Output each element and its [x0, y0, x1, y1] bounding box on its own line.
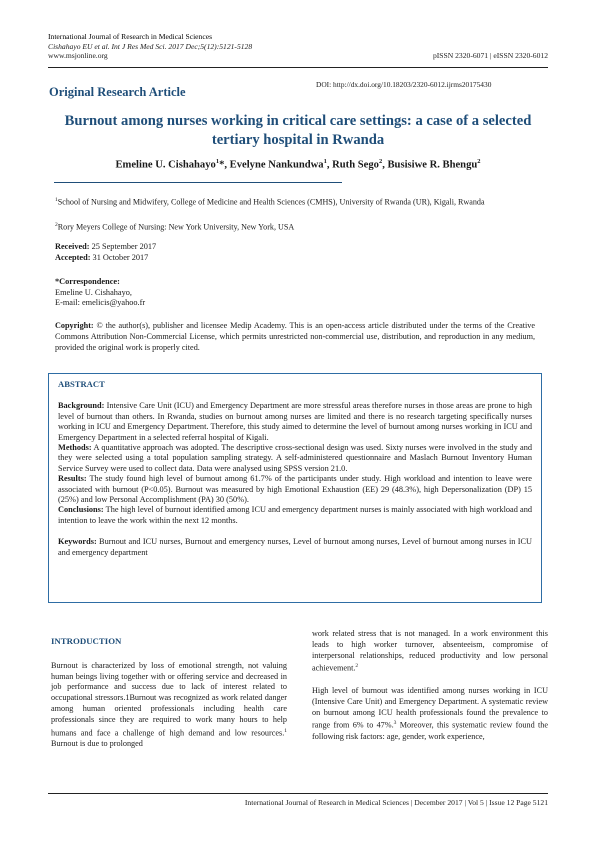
copyright-label: Copyright:: [55, 321, 94, 330]
author-suffix: ,: [382, 159, 388, 171]
intro-p3-text: High level of burnout was identified among nurses working in ICU (Intensive Care Unit) and Emergency Department. A systematic review on burnout among ICU health professionals found the prevalence to range from 6% to 47%.: [312, 685, 548, 731]
left-column: [51, 630, 287, 761]
intro-p1-text: Burnout is characterized by loss of emotional strength, not valuing human beings living together with or offering service and decreased in job performance and success due to lack of interest related to occupational stressors.1Burnout was recognized as work related danger among human oriented professionals including health care professionals since they are required to work many hours to help humans and face a challenge of high demand and low resources.: [51, 660, 287, 738]
author-name: Evelyne Nankundwa: [229, 159, 324, 171]
abstract-methods: [58, 443, 532, 474]
author-sup: 1: [323, 158, 327, 165]
affiliation-2: [55, 220, 541, 233]
keywords-text: Burnout and ICU nurses, Burnout and emergency nurses, Level of burnout among nurses, Level of burnout among nurses in ICU and emergency department: [58, 537, 532, 557]
doi-link[interactable]: DOI: http://dx.doi.org/10.18203/2320-6012.ijrms20175430: [316, 80, 492, 89]
intro-p3-tail: Moreover, this systematic review found the following risk factors: age, gender, work experience,: [312, 721, 548, 741]
received-label: Received:: [55, 242, 90, 251]
background-text: Intensive Care Unit (ICU) and Emergency Department are more stressful areas therefore nurses in those areas are prone to high level of burnout than others. In Rwanda, studies on burnout among nurses are limited and there is no research targeting specifically nurses working in ICU and Emergency Department. Therefore, this study aimed to determine the level of burnout among nurses working in ICU and Emergency Department in a selected referral hospital of Kigali.: [58, 401, 532, 442]
copyright-notice: [55, 321, 535, 353]
dates: [55, 241, 156, 263]
intro-paragraph-2: [312, 629, 548, 675]
intro-paragraph-1: [51, 661, 287, 750]
abstract-conclusions: [58, 505, 532, 526]
author-sup: 1: [215, 158, 220, 165]
copyright-text: © the author(s), publisher and licensee Medip Academy. This is an open-access article distributed under the terms of the Creative Commons Attribution Non-Commercial License, which permits unrestricted non-commercial use, distribution, and reproduction in any medium, provided the original work is properly cited.: [55, 321, 535, 352]
abstract-background: [58, 401, 532, 443]
author-sup: 2: [477, 158, 481, 165]
affiliation-sup: 1: [55, 197, 58, 203]
conclusions-text: The high level of burnout identified among ICU and emergency department nurses is mainly associated with high workload and intention to leave the work within the next 12 months.: [58, 505, 532, 525]
author-divider: [54, 182, 342, 183]
author-name: Busisiwe R. Bhengu: [387, 159, 478, 171]
citation-sup: 1: [284, 727, 287, 734]
conclusions-label: Conclusions:: [58, 505, 104, 515]
intro-p1-tail: Burnout is due to prolonged: [51, 739, 143, 749]
issn: pISSN 2320-6071 | eISSN 2320-6012: [432, 51, 548, 60]
journal-header: [48, 32, 548, 61]
abstract-keywords: [58, 537, 532, 558]
correspondence: [55, 277, 145, 309]
affiliation-text: School of Nursing and Midwifery, College of Medicine and Health Sciences (CMHS), University of Rwanda (UR), Kigali, Rwanda: [57, 197, 485, 207]
abstract-results: [58, 474, 532, 505]
methods-text: A quantitative approach was adopted. The descriptive cross-sectional design was used. Sixty nurses were involved in the study and they were selected using a total population sampling strategy. A self-administered questionnaire and Maslach Burnout Inventory Human Service Survey were used to collect data. Data were analysed using SPSS version 21.0.: [58, 443, 532, 473]
citation: Cishahayo EU et al. Int J Res Med Sci. 2017 Dec;5(12):5121-5128: [48, 41, 253, 51]
journal-name: International Journal of Research in Medical Sciences: [48, 32, 213, 41]
correspondence-name: Emeline U. Cishahayo,: [55, 287, 132, 297]
methods-label: Methods:: [58, 443, 92, 453]
received-date: 25 September 2017: [89, 242, 157, 251]
header-divider: [48, 67, 548, 68]
keywords-label: Keywords:: [58, 537, 97, 547]
results-label: Results:: [58, 474, 87, 484]
accepted-date: 31 October 2017: [90, 253, 149, 262]
website-link[interactable]: www.msjonline.org: [48, 51, 108, 61]
affiliation-1: [55, 195, 541, 208]
abstract-box: [48, 373, 542, 603]
author-name: Emeline U. Cishahayo: [115, 159, 216, 171]
intro-paragraph-3: [312, 686, 548, 743]
footer-divider: [48, 793, 548, 794]
citation-sup: 2: [355, 663, 359, 670]
author-sup: 2: [378, 158, 383, 165]
right-column: [312, 629, 548, 754]
affiliation-text: Rory Meyers College of Nursing: New York University, New York, USA: [57, 222, 295, 232]
page-footer: International Journal of Research in Medical Sciences | December 2017 | Vol 5 | Issue 12 Page 5121: [244, 798, 548, 807]
article-type: Original Research Article: [49, 85, 186, 99]
correspondence-email[interactable]: E-mail: emelicis@yahoo.fr: [55, 298, 146, 308]
citation-sup: 3: [393, 720, 397, 727]
author-list: [48, 158, 548, 171]
author-suffix: *,: [219, 159, 230, 171]
paper-title: Burnout among nurses working in critical care settings: a case of a selected tertiary hospital in Rwanda: [64, 113, 532, 148]
results-text: The study found high level of burnout among 61.7% of the participants under study. High workload and intention to leave were associated with burnout (P<0.05). Burnout was measured by high Emotional Exhaustion (EE) 29 (48.3%), high Depersonalization (DP) 15 (25%) and low Personal Accomplishment (PA) 30 (50%).: [58, 474, 532, 505]
background-label: Background:: [58, 401, 105, 411]
author-name: Ruth Sego: [332, 159, 379, 171]
introduction-heading: INTRODUCTION: [51, 636, 122, 646]
author-suffix: ,: [326, 159, 333, 171]
correspondence-label: *Correspondence:: [55, 277, 120, 286]
abstract-heading: ABSTRACT: [58, 379, 105, 389]
accepted-label: Accepted:: [55, 253, 91, 262]
intro-p2-text: work related stress that is not managed. In a work environment this leads to high worker turnover, absenteeism, compromise of interpersonal relationships, reduced productivity and low personal achievement.: [312, 629, 548, 674]
affiliation-sup: 2: [55, 222, 58, 228]
